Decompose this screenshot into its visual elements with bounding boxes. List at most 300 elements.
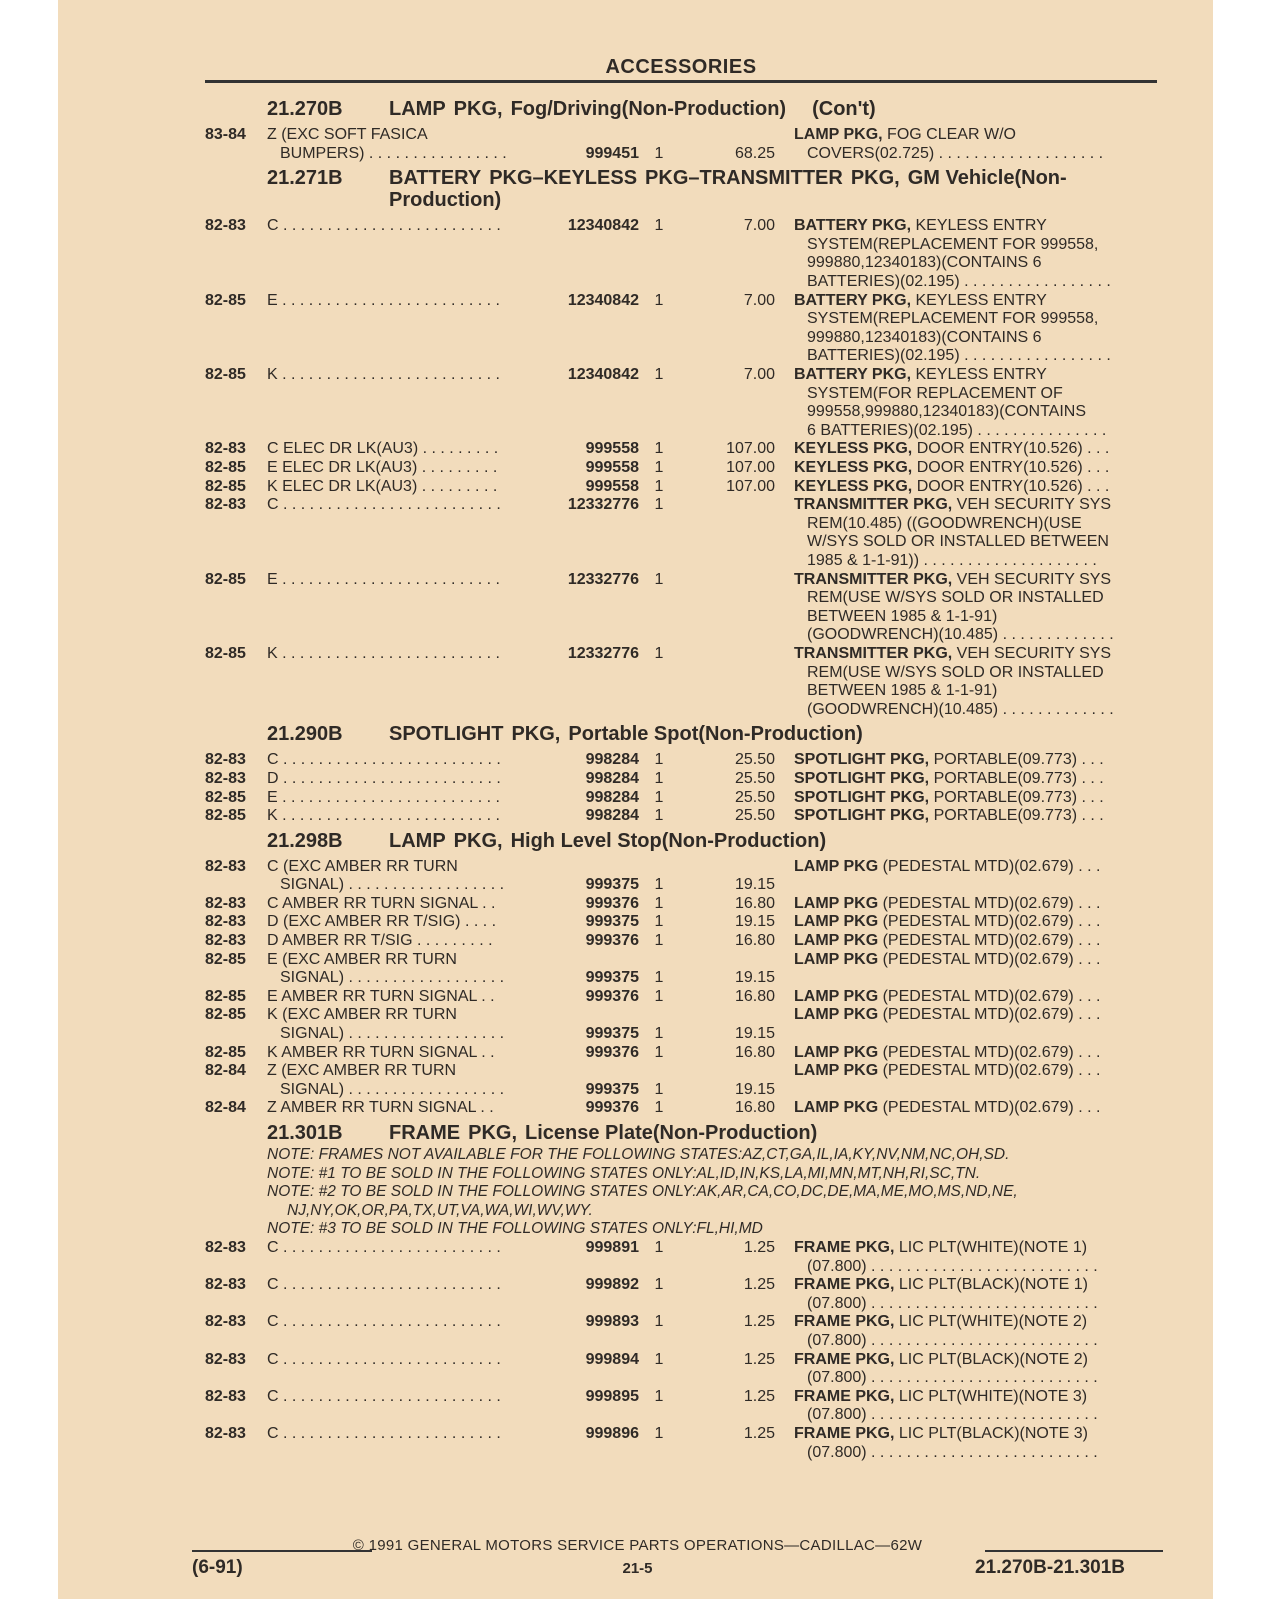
part-name-text: (07.800) . . . . . . . . . . . . . . . . . . . . . . . . . . <box>807 1257 1098 1275</box>
part-name-bold: FRAME PKG, <box>794 1387 895 1405</box>
usage-description <box>267 478 539 497</box>
model-years: 82-85 <box>205 644 246 662</box>
table-row <box>205 645 1157 719</box>
part-name-bold: TRANSMITTER PKG, <box>794 496 953 514</box>
part-name-text: REM(10.485) ((GOODWRENCH)(USE <box>807 514 1082 532</box>
section-code: 21.290B <box>267 723 343 746</box>
part-name-text: PORTABLE(09.773) . . . <box>929 751 1104 769</box>
part-name-bold: BATTERY PKG, <box>794 217 912 235</box>
part-number: 999558 <box>585 477 639 495</box>
part-name-bold: LAMP PKG <box>794 932 879 950</box>
part-name-line <box>794 589 1156 608</box>
part-number: 12340842 <box>567 365 639 383</box>
usage-line: C . . . . . . . . . . . . . . . . . . . . . . . . . <box>267 496 501 514</box>
part-name-line <box>794 701 1156 720</box>
part-number: 999376 <box>585 1043 639 1061</box>
part-name <box>794 895 1156 914</box>
price: 7.00 <box>743 217 775 235</box>
table-row <box>205 478 1157 497</box>
quantity: 1 <box>654 1387 664 1405</box>
price: 25.50 <box>734 788 775 806</box>
usage-description <box>267 1062 539 1099</box>
parts-sections <box>205 94 1157 1462</box>
part-name-bold: FRAME PKG, <box>794 1238 895 1256</box>
usage-line: C . . . . . . . . . . . . . . . . . . . . . . . . . <box>267 1424 501 1442</box>
part-name-text: (07.800) . . . . . . . . . . . . . . . . . . . . . . . . . . <box>807 1369 1098 1387</box>
part-name-text: (PEDESTAL MTD)(02.679) . . . <box>878 894 1101 912</box>
part-name-bold: LAMP PKG <box>794 894 879 912</box>
part-name-text: REM(USE W/SYS SOLD OR INSTALLED <box>807 663 1104 681</box>
note-line: NOTE: #3 TO BE SOLD IN THE FOLLOWING STATES ONLY:FL,HI,MD <box>267 1220 763 1238</box>
part-name-bold: FRAME PKG, <box>794 1276 895 1294</box>
quantity: 1 <box>654 1276 664 1294</box>
part-name-text: PORTABLE(09.773) . . . <box>929 807 1104 825</box>
usage-description <box>267 366 539 385</box>
model-years: 82-83 <box>205 1350 246 1368</box>
part-name <box>794 217 1156 291</box>
part-name <box>794 858 1156 877</box>
part-name <box>794 770 1156 789</box>
part-name-text: (07.800) . . . . . . . . . . . . . . . . . . . . . . . . . . <box>807 1294 1098 1312</box>
part-number: 999894 <box>585 1350 639 1368</box>
section-title-rest: License Plate(Non-Production) <box>525 1122 818 1144</box>
usage-description <box>267 895 539 914</box>
section-title-word: SPOTLIGHT <box>389 723 504 746</box>
section-21-270b <box>205 98 1157 163</box>
part-name <box>794 1425 1156 1462</box>
quantity: 1 <box>654 913 664 931</box>
quantity: 1 <box>654 440 664 458</box>
usage-description <box>267 751 539 770</box>
part-name-text: (PEDESTAL MTD)(02.679) . . . <box>878 987 1101 1005</box>
part-name-text: 999880,12340183)(CONTAINS 6 <box>807 328 1042 346</box>
usage-line: Z AMBER RR TURN SIGNAL . . <box>267 1099 494 1117</box>
usage-description <box>267 807 539 826</box>
model-years: 82-85 <box>205 365 246 383</box>
section-heading <box>205 723 1157 745</box>
model-years: 83-84 <box>205 126 246 143</box>
part-name-line <box>794 664 1156 683</box>
usage-line: K . . . . . . . . . . . . . . . . . . . . . . . . . <box>267 644 500 662</box>
quantity: 1 <box>654 769 664 787</box>
price: 1.25 <box>743 1350 775 1368</box>
part-name-bold: LAMP PKG <box>794 1099 879 1117</box>
part-number: 12332776 <box>567 644 639 662</box>
part-name-line <box>794 932 1156 951</box>
part-name-line <box>794 895 1156 914</box>
price: 107.00 <box>726 477 775 495</box>
usage-line: D (EXC AMBER RR T/SIG) . . . . <box>267 913 497 931</box>
section-title-word: PKG, <box>511 723 561 746</box>
part-name-text: DOOR ENTRY(10.526) . . . <box>912 458 1110 476</box>
part-name-text: SYSTEM(REPLACEMENT FOR 999558, <box>807 310 1099 328</box>
part-number: 999375 <box>585 876 639 894</box>
model-years: 82-83 <box>205 496 246 514</box>
usage-description <box>267 932 539 951</box>
part-number: 999376 <box>585 987 639 1005</box>
title-rule <box>205 80 1157 83</box>
usage-line: SIGNAL) . . . . . . . . . . . . . . . . . . <box>280 1080 505 1098</box>
usage-description <box>267 1006 539 1043</box>
section-title <box>389 1122 1157 1144</box>
section-21-290b <box>205 723 1157 825</box>
model-years: 82-85 <box>205 570 246 588</box>
part-name-line <box>794 273 1156 292</box>
table-row <box>205 1351 1157 1388</box>
note-line: NOTE: #1 TO BE SOLD IN THE FOLLOWING STATES ONLY:AL,ID,IN,KS,LA,MI,MN,MT,NH,RI,SC,TN. <box>267 1164 981 1182</box>
table-row <box>205 1388 1157 1425</box>
price: 7.00 <box>743 365 775 383</box>
part-name-text: VEH SECURITY SYS <box>952 496 1112 514</box>
model-years: 82-83 <box>205 1238 246 1256</box>
usage-line: K . . . . . . . . . . . . . . . . . . . . . . . . . <box>267 807 500 825</box>
part-name-line <box>794 292 1156 311</box>
note-line: NOTE: FRAMES NOT AVAILABLE FOR THE FOLLOWING STATES:AZ,CT,GA,IL,IA,KY,NV,NM,NC,OH,SD. <box>267 1146 1010 1163</box>
quantity: 1 <box>654 751 664 769</box>
usage-description <box>267 459 539 478</box>
table-row <box>205 951 1157 988</box>
table-row <box>205 496 1157 570</box>
part-name-line <box>794 1444 1156 1463</box>
part-name-line <box>794 1313 1156 1332</box>
model-years: 82-83 <box>205 1424 246 1442</box>
table-row <box>205 1006 1157 1043</box>
price: 16.80 <box>734 894 775 912</box>
usage-line: E . . . . . . . . . . . . . . . . . . . . . . . . . <box>267 788 500 806</box>
usage-description <box>267 571 539 590</box>
section-21-271b <box>205 167 1157 719</box>
part-name-line <box>794 478 1156 497</box>
part-number: 999891 <box>585 1238 639 1256</box>
quantity: 1 <box>654 894 664 912</box>
usage-line: Z (EXC SOFT FASICA <box>267 126 428 143</box>
table-row <box>205 1239 1157 1276</box>
usage-description <box>267 440 539 459</box>
part-name-text: (PEDESTAL MTD)(02.679) . . . <box>878 1062 1101 1080</box>
usage-description <box>267 496 539 515</box>
quantity: 1 <box>654 365 664 383</box>
price: 68.25 <box>734 144 775 162</box>
model-years: 82-83 <box>205 894 246 912</box>
section-heading <box>205 98 1157 120</box>
part-name-line <box>794 496 1156 515</box>
usage-description <box>267 1276 539 1295</box>
price: 19.15 <box>734 1080 775 1098</box>
quantity: 1 <box>654 969 664 987</box>
usage-line: E . . . . . . . . . . . . . . . . . . . . . . . . . <box>267 291 500 309</box>
usage-line: K ELEC DR LK(AU3) . . . . . . . . . <box>267 477 498 495</box>
usage-description <box>267 1388 539 1407</box>
model-years: 82-83 <box>205 913 246 931</box>
price: 1.25 <box>743 1424 775 1442</box>
part-name-bold: BATTERY PKG, <box>794 365 912 383</box>
model-years: 82-85 <box>205 477 246 495</box>
part-name-line <box>794 770 1156 789</box>
quantity: 1 <box>654 496 664 514</box>
part-name-line <box>794 645 1156 664</box>
section-title-word: PKG, <box>468 1122 518 1144</box>
part-name-text: SYSTEM(FOR REPLACEMENT OF <box>807 384 1063 402</box>
part-name-line <box>794 988 1156 1007</box>
part-name-text: LIC PLT(WHITE)(NOTE 2) <box>894 1313 1088 1331</box>
part-name-text: 1985 & 1-1-91)) . . . . . . . . . . . . . . . . . . . . <box>807 551 1097 569</box>
price: 19.15 <box>734 969 775 987</box>
part-name-line <box>794 1258 1156 1277</box>
part-name-text: (PEDESTAL MTD)(02.679) . . . <box>878 913 1101 931</box>
part-name-line <box>794 126 1156 145</box>
part-name-bold: BATTERY PKG, <box>794 291 912 309</box>
usage-line: C . . . . . . . . . . . . . . . . . . . . . . . . . <box>267 217 501 235</box>
section-21-301b <box>205 1122 1157 1462</box>
usage-line: C (EXC AMBER RR TURN <box>267 857 458 875</box>
part-name-line <box>794 1099 1156 1118</box>
part-name-line <box>794 751 1156 770</box>
part-name-line <box>794 913 1156 932</box>
part-number: 999375 <box>585 1080 639 1098</box>
part-name-text: (07.800) . . . . . . . . . . . . . . . . . . . . . . . . . . <box>807 1331 1098 1349</box>
part-number: 999895 <box>585 1387 639 1405</box>
section-title-word: PKG, <box>453 98 503 120</box>
part-name-line <box>794 807 1156 826</box>
table-row <box>205 988 1157 1007</box>
part-name-line <box>794 145 1156 164</box>
quantity: 1 <box>654 876 664 894</box>
part-number: 999376 <box>585 1099 639 1117</box>
part-name <box>794 951 1156 970</box>
part-name <box>794 126 1156 163</box>
section-title <box>389 167 1157 211</box>
part-name-line <box>794 1388 1156 1407</box>
part-name-text: DOOR ENTRY(10.526) . . . <box>912 440 1110 458</box>
section-heading <box>205 1122 1157 1144</box>
price: 16.80 <box>734 987 775 1005</box>
part-name-line <box>794 608 1156 627</box>
usage-line: D AMBER RR T/SIG . . . . . . . . . <box>267 932 493 950</box>
section-title-word: BATTERY <box>389 167 482 190</box>
part-name-line <box>794 440 1156 459</box>
part-name-bold: KEYLESS PKG, <box>794 440 913 458</box>
usage-description <box>267 217 539 236</box>
section-title <box>389 723 1157 745</box>
part-name-text: 999558,999880,12340183)(CONTAINS <box>807 403 1086 421</box>
footer-copyright: © 1991 GENERAL MOTORS SERVICE PARTS OPERATIONS—CADILLAC—62W <box>352 1537 923 1554</box>
section-title-rest: GM Vehicle(Non-Production) <box>389 167 1067 212</box>
table-row <box>205 440 1157 459</box>
part-name <box>794 1388 1156 1425</box>
part-name-line <box>794 329 1156 348</box>
part-name-text: 6 BATTERIES)(02.195) . . . . . . . . . . . . . . . <box>807 421 1107 439</box>
model-years: 82-85 <box>205 788 246 806</box>
part-name-text: (PEDESTAL MTD)(02.679) . . . <box>878 1006 1101 1024</box>
section-title-word: LAMP <box>389 829 446 852</box>
usage-line: C . . . . . . . . . . . . . . . . . . . . . . . . . <box>267 1276 501 1294</box>
part-name <box>794 1044 1156 1063</box>
usage-line: C . . . . . . . . . . . . . . . . . . . . . . . . . <box>267 1350 501 1368</box>
table-row <box>205 1099 1157 1118</box>
part-name-bold: SPOTLIGHT PKG, <box>794 751 930 769</box>
quantity: 1 <box>654 987 664 1005</box>
note-line: NOTE: #2 TO BE SOLD IN THE FOLLOWING STATES ONLY:AK,AR,CA,CO,DC,DE,MA,ME,MO,MS,ND,NE, <box>267 1183 1018 1201</box>
part-name <box>794 571 1156 645</box>
part-name-text: BETWEEN 1985 & 1-1-91) <box>807 682 998 700</box>
quantity: 1 <box>654 217 664 235</box>
table-row <box>205 1313 1157 1350</box>
part-name-line <box>794 236 1156 255</box>
model-years: 82-84 <box>205 1062 246 1080</box>
usage-line: Z (EXC AMBER RR TURN <box>267 1062 457 1080</box>
part-name-line <box>794 310 1156 329</box>
part-number: 999375 <box>585 913 639 931</box>
part-name-bold: KEYLESS PKG, <box>794 477 913 495</box>
table-row <box>205 1276 1157 1313</box>
part-name <box>794 1276 1156 1313</box>
section-title-word: PKG, <box>453 829 503 852</box>
part-name-text: W/SYS SOLD OR INSTALLED BETWEEN <box>807 533 1109 551</box>
part-name-bold: FRAME PKG, <box>794 1350 895 1368</box>
model-years: 82-83 <box>205 1313 246 1331</box>
usage-line: C . . . . . . . . . . . . . . . . . . . . . . . . . <box>267 1238 501 1256</box>
section-code: 21.298B <box>267 829 343 852</box>
part-name-bold: SPOTLIGHT PKG, <box>794 807 930 825</box>
usage-line: C . . . . . . . . . . . . . . . . . . . . . . . . . <box>267 751 501 769</box>
section-title <box>389 98 1157 120</box>
section-title-word: FRAME <box>389 1122 461 1144</box>
quantity: 1 <box>654 1313 664 1331</box>
part-number: 999376 <box>585 932 639 950</box>
part-name-text: KEYLESS ENTRY <box>911 365 1047 383</box>
part-name-text: SYSTEM(REPLACEMENT FOR 999558, <box>807 235 1099 253</box>
model-years: 82-83 <box>205 1387 246 1405</box>
usage-line: E . . . . . . . . . . . . . . . . . . . . . . . . . <box>267 570 500 588</box>
part-name-text: (PEDESTAL MTD)(02.679) . . . <box>878 950 1101 968</box>
part-number: 12332776 <box>567 570 639 588</box>
part-name-line <box>794 422 1156 441</box>
part-name-text: FOG CLEAR W/O <box>882 126 1016 143</box>
part-name-text: REM(USE W/SYS SOLD OR INSTALLED <box>807 589 1104 607</box>
part-number: 999892 <box>585 1276 639 1294</box>
section-title-word: PKG–KEYLESS <box>489 167 638 190</box>
usage-description <box>267 1313 539 1332</box>
part-name-line <box>794 515 1156 534</box>
quantity: 1 <box>654 807 664 825</box>
usage-description <box>267 126 539 163</box>
model-years: 82-83 <box>205 769 246 787</box>
part-name-text: LIC PLT(WHITE)(NOTE 1) <box>894 1238 1088 1256</box>
part-name <box>794 440 1156 459</box>
table-row <box>205 932 1157 951</box>
part-name-line <box>794 682 1156 701</box>
part-name-text: VEH SECURITY SYS <box>952 644 1112 662</box>
part-name <box>794 459 1156 478</box>
table-row <box>205 1044 1157 1063</box>
usage-description <box>267 858 539 895</box>
part-name-bold: LAMP PKG <box>794 1062 879 1080</box>
usage-line: K (EXC AMBER RR TURN <box>267 1006 457 1024</box>
quantity: 1 <box>654 788 664 806</box>
model-years: 82-85 <box>205 1043 246 1061</box>
part-name-line <box>794 1062 1156 1081</box>
part-number: 12340842 <box>567 291 639 309</box>
table-row <box>205 1062 1157 1099</box>
part-name-bold: TRANSMITTER PKG, <box>794 644 953 662</box>
model-years: 82-83 <box>205 857 246 875</box>
section-notes <box>205 1146 1157 1239</box>
part-name-line <box>794 1044 1156 1063</box>
model-years: 82-84 <box>205 1099 246 1117</box>
quantity: 1 <box>654 144 664 162</box>
part-number: 999558 <box>585 458 639 476</box>
part-name-text: BETWEEN 1985 & 1-1-91) <box>807 607 998 625</box>
part-name-text: KEYLESS ENTRY <box>911 291 1047 309</box>
quantity: 1 <box>654 458 664 476</box>
part-name-text: LIC PLT(WHITE)(NOTE 3) <box>894 1387 1088 1405</box>
section-title-rest: Portable Spot(Non-Production) <box>568 723 863 746</box>
part-name-text: LIC PLT(BLACK)(NOTE 1) <box>894 1276 1088 1294</box>
quantity: 1 <box>654 644 664 662</box>
price: 1.25 <box>743 1238 775 1256</box>
usage-line: K . . . . . . . . . . . . . . . . . . . . . . . . . <box>267 365 500 383</box>
part-name-line <box>794 1239 1156 1258</box>
model-years: 82-83 <box>205 440 246 458</box>
part-name-line <box>794 1425 1156 1444</box>
quantity: 1 <box>654 1043 664 1061</box>
part-name-line <box>794 347 1156 366</box>
price: 16.80 <box>734 932 775 950</box>
part-name-bold: SPOTLIGHT PKG, <box>794 788 930 806</box>
part-number: 999375 <box>585 969 639 987</box>
table-row <box>205 789 1157 808</box>
part-name-line <box>794 571 1156 590</box>
part-name-text: PORTABLE(09.773) . . . <box>929 788 1104 806</box>
part-name-text: (GOODWRENCH)(10.485) . . . . . . . . . . . . . <box>807 700 1114 718</box>
section-21-298b <box>205 830 1157 1118</box>
part-name-text: KEYLESS ENTRY <box>911 217 1047 235</box>
price: 16.80 <box>734 1043 775 1061</box>
price: 19.15 <box>734 913 775 931</box>
part-number: 999896 <box>585 1424 639 1442</box>
part-name-line <box>794 385 1156 404</box>
quantity: 1 <box>654 477 664 495</box>
part-name <box>794 988 1156 1007</box>
quantity: 1 <box>654 1099 664 1117</box>
model-years: 82-83 <box>205 932 246 950</box>
usage-line: K AMBER RR TURN SIGNAL . . <box>267 1043 495 1061</box>
part-name <box>794 789 1156 808</box>
usage-line: BUMPERS) . . . . . . . . . . . . . . . . <box>280 144 507 162</box>
part-name <box>794 1239 1156 1276</box>
price: 25.50 <box>734 769 775 787</box>
part-number: 999376 <box>585 894 639 912</box>
price: 1.25 <box>743 1313 775 1331</box>
part-number: 998284 <box>585 751 639 769</box>
section-heading <box>205 830 1157 852</box>
quantity: 1 <box>654 1424 664 1442</box>
part-name-text: (PEDESTAL MTD)(02.679) . . . <box>878 932 1101 950</box>
table-row <box>205 217 1157 291</box>
part-name-line <box>794 789 1156 808</box>
part-name <box>794 1313 1156 1350</box>
section-title-word: PKG, <box>850 167 900 190</box>
price: 1.25 <box>743 1387 775 1405</box>
quantity: 1 <box>654 291 664 309</box>
part-name-line <box>794 1369 1156 1388</box>
usage-description <box>267 913 539 932</box>
usage-description <box>267 1351 539 1370</box>
usage-description <box>267 292 539 311</box>
part-name-text: (07.800) . . . . . . . . . . . . . . . . . . . . . . . . . . <box>807 1406 1098 1424</box>
price: 107.00 <box>726 440 775 458</box>
section-code: 21.271B <box>267 167 343 190</box>
